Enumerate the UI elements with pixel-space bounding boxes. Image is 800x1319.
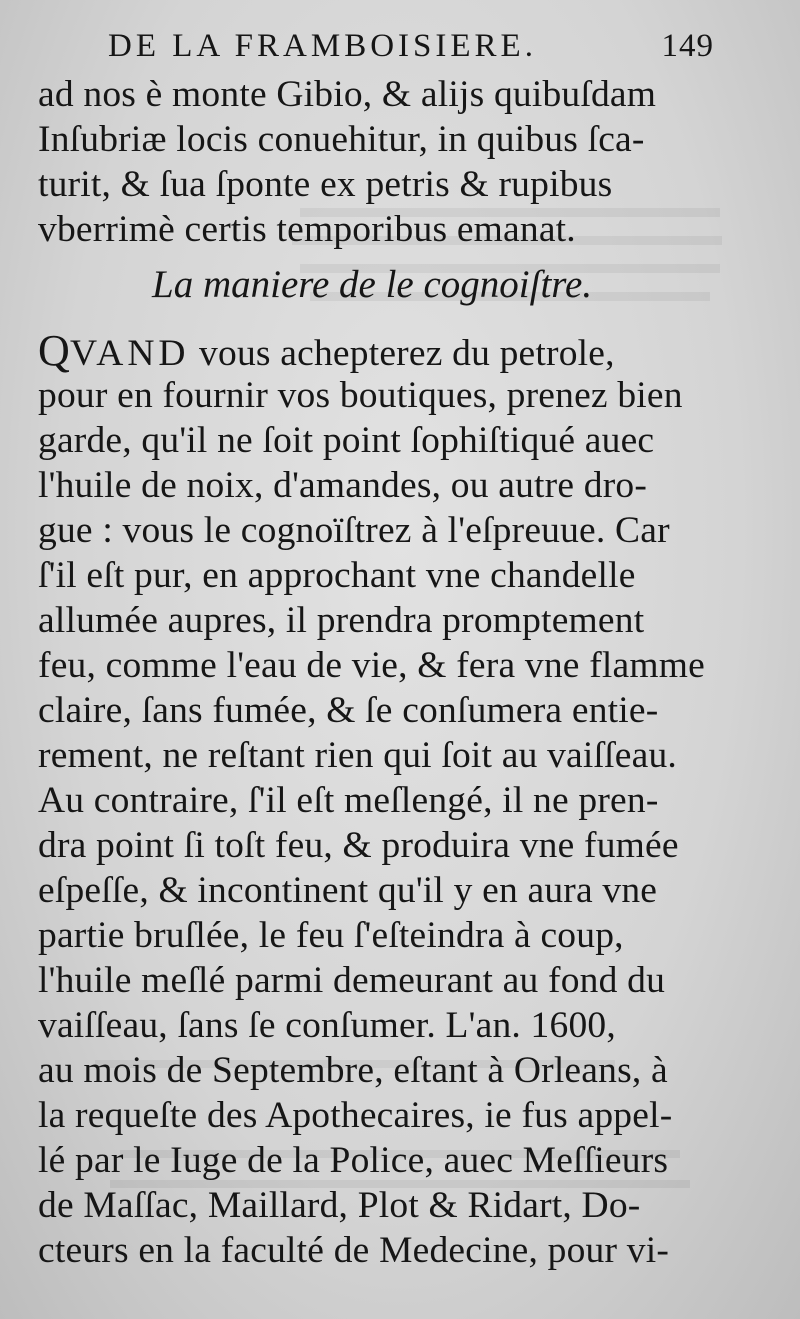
text-line: eſpeſſe, & incontinent qu'il y en aura vne [38, 870, 658, 911]
text-line: vaiſſeau, ſans ſe conſumer. L'an. 1600, [38, 1005, 616, 1046]
smallcaps-word: VAND [69, 333, 190, 374]
dropcap: Q [38, 326, 70, 375]
text-line: pour en fournir vos boutiques, prenez bien [38, 375, 683, 416]
running-title: DE LA FRAMBOISIERE. [108, 28, 537, 64]
text-line: la requeſte des Apothecaires, ie fus appel- [38, 1095, 673, 1136]
text-line: au mois de Septembre, eſtant à Orleans, à [38, 1050, 668, 1091]
text-line: Au contraire, ſ'il eſt meſlengé, il ne pren- [38, 780, 659, 821]
text-line: garde, qu'il ne ſoit point ſophiſtiqué auec [38, 420, 655, 461]
text-line: l'huile de noix, d'amandes, ou autre dro- [38, 465, 648, 506]
text-line: gue : vous le cognoïſtrez à l'eſpreuue. Car [38, 510, 670, 551]
text-line: l'huile meſlé parmi demeurant au fond du [38, 960, 666, 1001]
running-header [108, 28, 714, 65]
text-line: feu, comme l'eau de vie, & fera vne flamme [38, 645, 705, 686]
page-number: 149 [661, 28, 714, 64]
text-line: ſ'il eſt pur, en approchant vne chandelle [38, 555, 636, 596]
text-line: claire, ſans fumée, & ſe conſumera entie- [38, 690, 659, 731]
text-line: allumée aupres, il prendra promptement [38, 600, 645, 641]
text-line: ad nos è monte Gibio, & alijs quibuſdam [38, 74, 657, 115]
text-line: turit, & ſua ſponte ex petris & rupibus [38, 164, 613, 205]
text-line-first [38, 328, 615, 377]
section-heading: La maniere de le cognoiſtre. [152, 263, 593, 306]
text-line: cteurs en la faculté de Medecine, pour vi- [38, 1230, 670, 1271]
text-line: vberrimè certis temporibus emanat. [38, 209, 576, 250]
text-line: lé par le Iuge de la Police, auec Meſſieurs [38, 1140, 669, 1181]
first-line-rest: vous achepterez du petrole, [189, 333, 615, 374]
text-line: rement, ne reſtant rien qui ſoit au vaiſſeau. [38, 735, 677, 776]
text-line: Inſubriæ locis conuehitur, in quibus ſca- [38, 119, 645, 160]
text-line: de Maſſac, Maillard, Plot & Ridart, Do- [38, 1185, 641, 1226]
text-line: dra point ſi toſt feu, & produira vne fumée [38, 825, 679, 866]
text-line: partie bruſlée, le feu ſ'eſteindra à coup, [38, 915, 624, 956]
